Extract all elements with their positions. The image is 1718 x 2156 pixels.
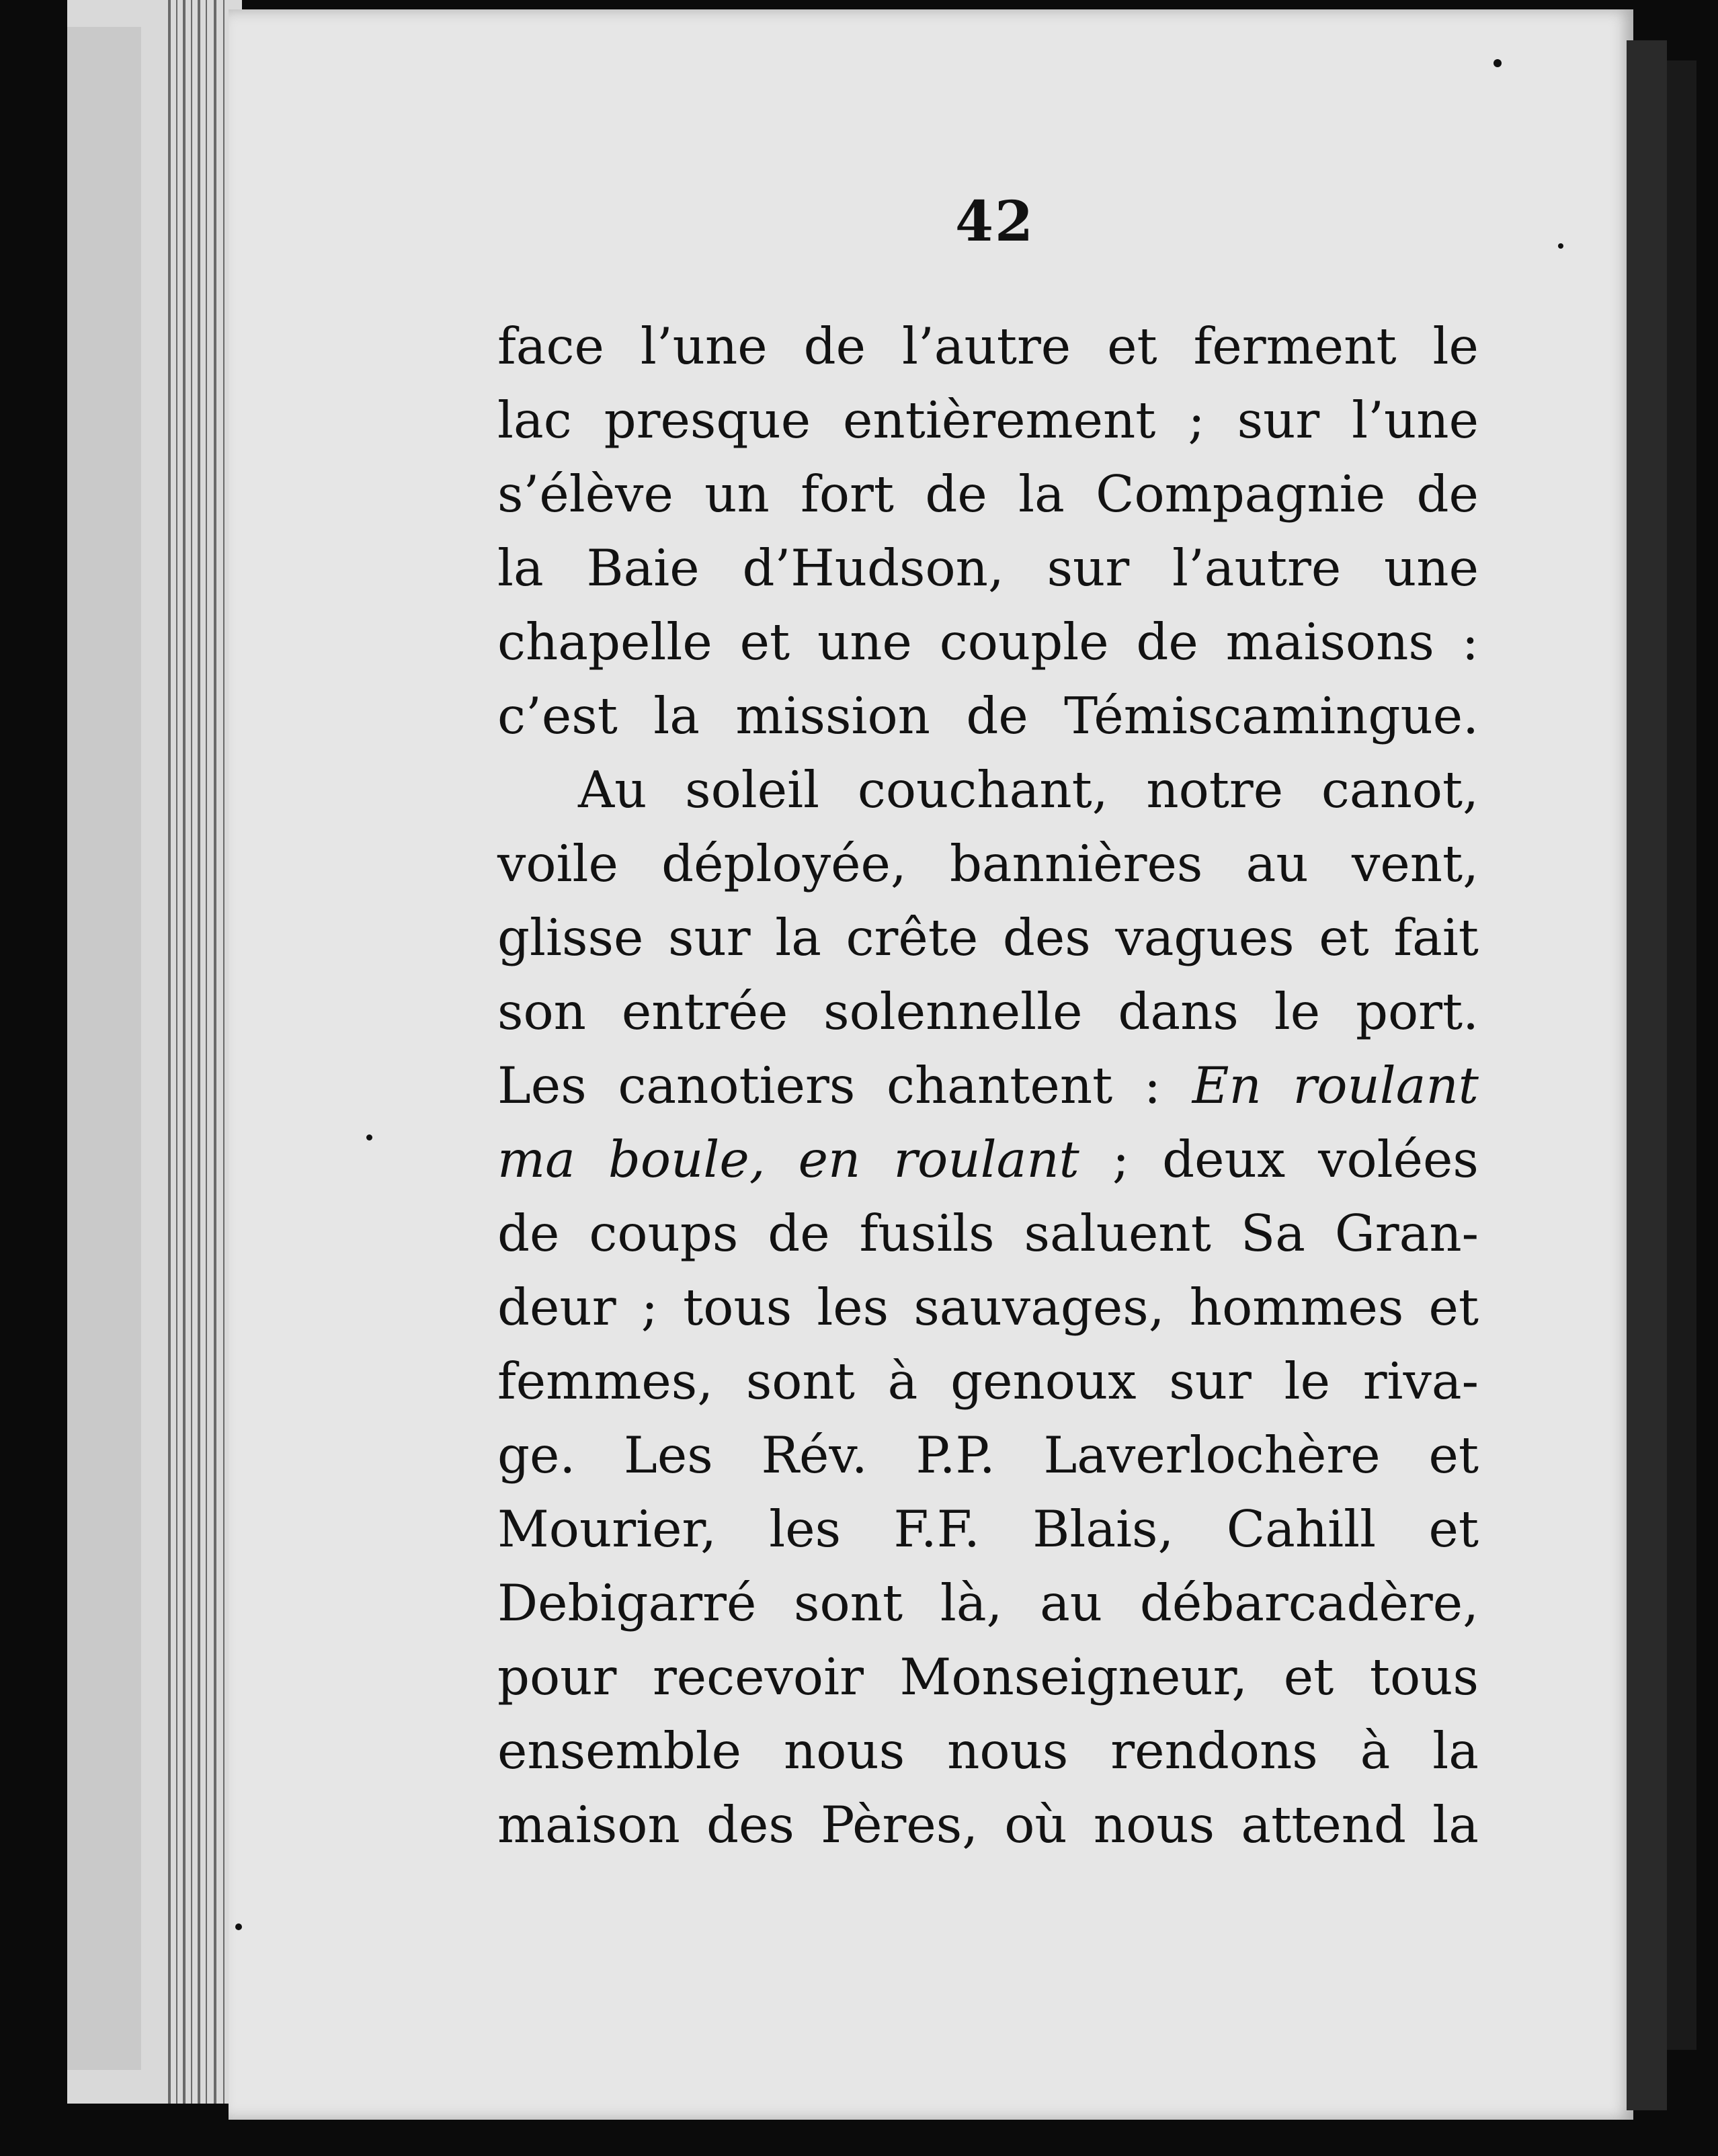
word: presque — [604, 390, 811, 450]
word: Compagnie — [1096, 464, 1386, 524]
word: soleil — [685, 760, 820, 819]
word: Témiscamingue. — [1064, 686, 1479, 745]
word: une — [817, 612, 912, 671]
page-edge-line — [223, 0, 224, 2104]
word: attend — [1241, 1795, 1407, 1854]
word: nous — [1093, 1795, 1215, 1854]
word: et — [1319, 908, 1369, 967]
text-line — [497, 1196, 1479, 1270]
word: les — [817, 1278, 889, 1337]
word: ; — [1112, 1130, 1130, 1189]
word: nous — [783, 1721, 905, 1780]
text-line — [497, 901, 1479, 975]
word: des — [1002, 908, 1091, 967]
word: la — [1018, 464, 1065, 524]
page-edge-line — [191, 0, 192, 2104]
word: lac — [497, 390, 572, 450]
word: ; — [641, 1278, 658, 1337]
word: Gran- — [1334, 1204, 1479, 1263]
italic-word: ma — [497, 1130, 575, 1189]
word: et — [1428, 1499, 1479, 1559]
word: Mourier, — [497, 1499, 717, 1559]
italic-word: boule, — [608, 1130, 766, 1189]
text-line — [497, 1492, 1479, 1566]
word: à — [887, 1352, 918, 1411]
word: coups — [589, 1204, 739, 1263]
ink-speck — [1494, 59, 1502, 67]
word: fort — [801, 464, 895, 524]
word: femmes, — [497, 1352, 714, 1411]
word: canot, — [1321, 760, 1479, 819]
page-edge-line — [168, 0, 171, 2104]
word: et — [1107, 317, 1157, 376]
word: et — [1428, 1278, 1479, 1337]
word: F.F. — [893, 1499, 980, 1559]
word: l’autre — [1172, 538, 1342, 597]
word: Les — [497, 1056, 587, 1115]
word: Les — [624, 1425, 713, 1485]
word: sauvages, — [913, 1278, 1165, 1337]
right-gutter — [1667, 60, 1696, 2050]
word: entièrement — [843, 390, 1156, 450]
word: Cahill — [1226, 1499, 1377, 1559]
page-number: 42 — [954, 190, 1035, 254]
italic-word: roulant — [893, 1130, 1079, 1189]
text-line — [497, 1566, 1479, 1640]
text-line — [497, 531, 1479, 605]
word: son — [497, 982, 586, 1041]
page-edge-line — [183, 0, 186, 2104]
word: le — [1274, 982, 1321, 1041]
word: et — [1428, 1425, 1479, 1485]
word: canotiers — [618, 1056, 856, 1115]
word: recevoir — [652, 1647, 864, 1706]
page-edge-line — [198, 0, 200, 2104]
word: au — [1040, 1573, 1103, 1632]
page-edge-line — [206, 0, 207, 2104]
word: fusils — [859, 1204, 995, 1263]
word: les — [769, 1499, 842, 1559]
italic-word: En — [1192, 1056, 1262, 1115]
text-line — [497, 1714, 1479, 1788]
word: au — [1245, 834, 1309, 893]
word: l’une — [640, 317, 768, 376]
word: Rév. — [761, 1425, 868, 1485]
word: crête — [846, 908, 979, 967]
word: et — [739, 612, 790, 671]
word: et — [1283, 1647, 1334, 1706]
text-line — [497, 827, 1479, 901]
word: de — [966, 686, 1028, 745]
text-line — [497, 1344, 1479, 1418]
text-line — [497, 605, 1479, 679]
text-line — [497, 1640, 1479, 1714]
word: des — [706, 1795, 794, 1854]
word: s’élève — [497, 464, 673, 524]
word: chantent — [886, 1056, 1113, 1115]
word: maison — [497, 1795, 680, 1854]
word: d’Hudson, — [742, 538, 1004, 597]
word: : — [1143, 1056, 1161, 1115]
word: c’est — [497, 686, 618, 745]
word: nous — [947, 1721, 1069, 1780]
word: de — [1416, 464, 1479, 524]
word: Pères, — [821, 1795, 979, 1854]
ink-speck — [366, 1134, 372, 1141]
ink-speck — [1558, 243, 1563, 249]
word: face — [497, 317, 604, 376]
word: la — [1432, 1795, 1479, 1854]
word: port. — [1355, 982, 1479, 1041]
word: couchant, — [857, 760, 1108, 819]
word: Debigarré — [497, 1573, 757, 1632]
word: couple — [939, 612, 1109, 671]
word: saluent — [1024, 1204, 1211, 1263]
word: la — [1432, 1721, 1479, 1780]
word: Au — [578, 760, 647, 819]
word: deux — [1162, 1130, 1286, 1189]
word: ; — [1188, 390, 1205, 450]
text-line — [497, 383, 1479, 457]
word: débarcadère, — [1139, 1573, 1479, 1632]
text-line — [497, 457, 1479, 531]
word: de — [925, 464, 987, 524]
word: de — [497, 1204, 560, 1263]
right-page-edge — [1627, 40, 1667, 2110]
text-line — [497, 679, 1479, 753]
word: vagues — [1115, 908, 1295, 967]
text-line — [497, 1048, 1479, 1122]
word: mission — [735, 686, 930, 745]
page-edge-line — [176, 0, 177, 2104]
word: ferment — [1193, 317, 1397, 376]
word: une — [1383, 538, 1479, 597]
word: sur — [1237, 390, 1320, 450]
word: sont — [794, 1573, 903, 1632]
word: à — [1360, 1721, 1391, 1780]
word: la — [775, 908, 821, 967]
word: ge. — [497, 1425, 576, 1485]
word: genoux — [950, 1352, 1137, 1411]
word: volées — [1318, 1130, 1479, 1189]
word: pour — [497, 1647, 617, 1706]
body-text — [497, 309, 1479, 1862]
text-line — [497, 975, 1479, 1048]
word: rendons — [1110, 1721, 1318, 1780]
word: Monseigneur, — [899, 1647, 1248, 1706]
italic-word: roulant — [1293, 1056, 1479, 1115]
word: P.P. — [915, 1425, 995, 1485]
word: de — [1136, 612, 1198, 671]
word: sur — [667, 908, 751, 967]
word: vent, — [1351, 834, 1479, 893]
text-line — [497, 309, 1479, 383]
word: déployée, — [661, 834, 907, 893]
word: chapelle — [497, 612, 712, 671]
word: l’autre — [901, 317, 1071, 376]
text-line — [497, 1788, 1479, 1862]
word: hommes — [1189, 1278, 1404, 1337]
word: Baie — [586, 538, 700, 597]
word: glisse — [497, 908, 644, 967]
word: notre — [1146, 760, 1284, 819]
page-edges — [67, 0, 242, 2104]
word: où — [1004, 1795, 1067, 1854]
word: Laverlochère — [1043, 1425, 1381, 1485]
word: un — [704, 464, 770, 524]
word: là, — [940, 1573, 1003, 1632]
word: sur — [1169, 1352, 1252, 1411]
word: voile — [497, 834, 618, 893]
word: le — [1432, 317, 1479, 376]
word: deur — [497, 1278, 616, 1337]
word: le — [1284, 1352, 1330, 1411]
italic-word: en — [798, 1130, 861, 1189]
ink-speck — [235, 1923, 242, 1930]
word: l’une — [1352, 390, 1479, 450]
word: Blais, — [1032, 1499, 1174, 1559]
word: la — [653, 686, 700, 745]
word: dans — [1118, 982, 1239, 1041]
text-line — [497, 1418, 1479, 1492]
word: la — [497, 538, 544, 597]
text-line — [497, 1270, 1479, 1344]
word: sont — [745, 1352, 855, 1411]
word: riva- — [1362, 1352, 1479, 1411]
page-edge-line — [214, 0, 216, 2104]
word: ensemble — [497, 1721, 742, 1780]
word: de — [803, 317, 866, 376]
word: : — [1461, 612, 1479, 671]
word: sur — [1047, 538, 1130, 597]
word: maisons — [1225, 612, 1434, 671]
word: fait — [1393, 908, 1479, 967]
word: tous — [1369, 1647, 1479, 1706]
text-line — [497, 753, 1479, 827]
word: de — [768, 1204, 830, 1263]
word: Sa — [1240, 1204, 1305, 1263]
word: entrée — [621, 982, 788, 1041]
word: solennelle — [823, 982, 1083, 1041]
word: tous — [683, 1278, 792, 1337]
text-line — [497, 1122, 1479, 1196]
outer-page-strip — [67, 27, 141, 2070]
word: bannières — [949, 834, 1203, 893]
